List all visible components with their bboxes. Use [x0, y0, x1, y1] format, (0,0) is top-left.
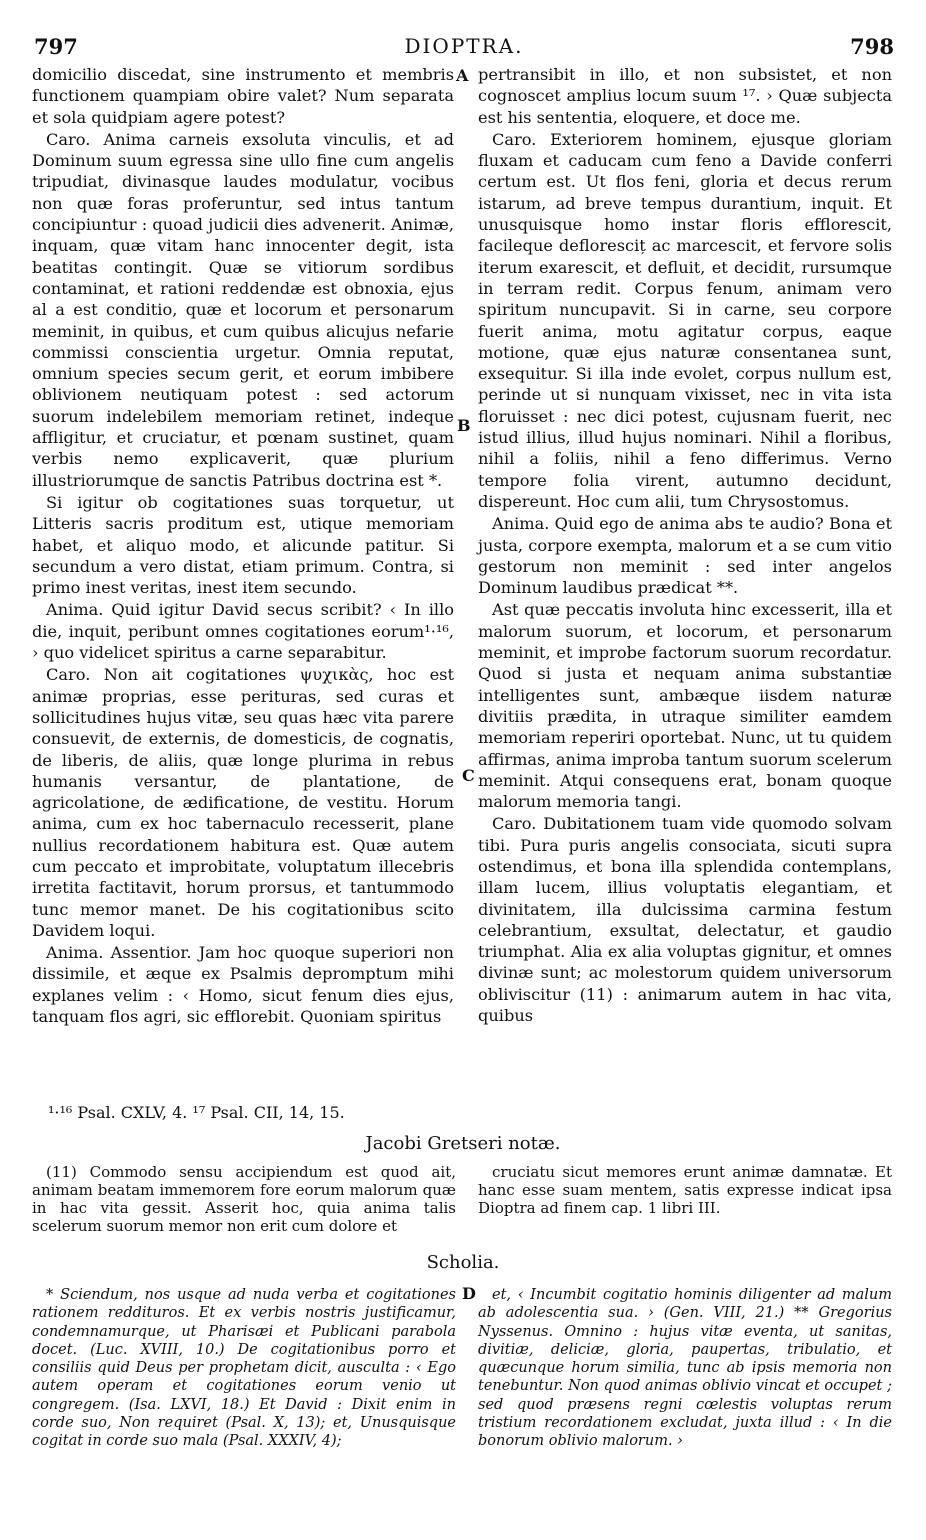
- paragraph: Caro. Anima carneis exsoluta vinculis, et ad Dominum suum egressa sine ullo fine cum angelis tripudiat, divinasque laudes modulatur, vocibus non quæ foras proferuntur, sed intus tantum concipiuntur : quoad judicii dies advenerit. Animæ, inquam, quæ vitam hanc innocenter degit, ista beatitas contingit. Quæ se vitiorum sordibus contaminat, et rationi reddendæ est obnoxia, ejus al a est conditio, quæ et locorum et personarum meminit, in quibus, et cum quibus alicujus nefarie commissi conscientia urgetur. Omnia reputat, omnium species secum gerit, et eorum imbibere oblivionem neutiquam potest : sed actorum suorum indelebilem memoriam retinet, indeque affligitur, et cruciatur, et pœnam sustinet, quam verbis nemo explicaverit, quæ plurium illustriorumque de sanctis Patribus doctrina est *.: [32, 129, 454, 490]
- margin-letter-a: A: [456, 66, 469, 85]
- scholia-left: [32, 1286, 456, 1451]
- paragraph: Caro. Non ait cogitationes ψυχικὰς, hoc est animæ proprias, esse perituras, sed curas et sollicitudines hujus vitæ, seu quas hæc vita parere consuevit, de externis, de domesticis, de cognatis, de liberis, de aliis, quæ longe plurima in rebus humanis versantur, de plantatione, de agricolatione, de ædificatione, de vestitu. Horum anima, cum ex hoc tabernaculo recesserit, plane nullius recordationem habitura est. Quæ autem cum peccato et improbitate, voluptatum illecebris irretita factitavit, horum prorsus, et tantummodo tunc memor manet. De his cogitationibus scito Davidem loqui.: [32, 665, 454, 940]
- paragraph: Anima. Quid ego de anima abs te audio? Bona et justa, corpore exempta, malorum et a se cum vitio gestorum non meminit : sed inter angelos Dominum laudibus prædicat **.: [478, 514, 892, 598]
- notes-title: Jacobi Gretseri notæ.: [365, 1133, 561, 1154]
- paragraph: Caro. Dubitationem tuam vide quomodo solvam tibi. Pura puris angelis consociata, sicuti supra ostendimus, et bona illa splendida contemplans, illam lucem, illius voluptatis elegantiam, et divinitatem, illa dulcissima carmina festum celebrantium, exsultat, delectatur, et gaudio triumphat. Alia ex alia voluptas gignitur, et omnes divinæ sunt; ac molestorum quidem universorum obliviscitur (11) : animarum autem in hac vita, quibus: [478, 814, 892, 1026]
- notes-left: [32, 1163, 456, 1235]
- scholion-text: et, ‹ Incumbit cogitatio hominis diligenter ad malum ab adolescentia sua. › (Gen. VIII, 21.) ** Gregorius Nyssenus. Omnino : hujus vitæ eventa, ut sanitas, divitiæ, deliciæ, gloria, paupertas, tribulatio, et quæcunque horum similia, tunc ab ipsis memoria non tenebuntur. Non quod animas oblivio vincat et occupet ; sed quod præsens regni cœlestis voluptas rerum tristium recordationem excludat, juxta illud : ‹ In die bonorum oblivio malorum. ›: [478, 1287, 892, 1450]
- page-number-right: 798: [850, 34, 894, 59]
- paragraph: pertransibit in illo, et non subsistet, et non cognoscet amplius locum suum ¹⁷. › Quæ subjecta est his sententia, eloquere, et doce me.: [478, 65, 892, 127]
- paragraph: Caro. Exteriorem hominem, ejusque gloriam fluxam et caducam cum feno a Davide conferri certum est. Ut flos feni, gloria et decus rerum istarum, ad breve tempus durantium, inquit. Et unusquisque homo instar floris efflorescit, facileque defloresciț ac marcescit, et fervore solis iterum exarescit, et defluit, et decidit, rursumque in terram redit. Corpus fenum, animam vero spiritum nuncupavit. Si in carne, seu corpore fuerit anima, motu agitatur corpus, eaque motione, quæ ejus naturæ consentanea sunt, exsequitur. Si illa inde evolet, corpus nullum est, perinde ut si nunquam vixisset, nec in vita ista floruisset : nec dici potest, cujusnam fuerit, nec istud illius, illud hujus nominari. Nihil a floribus, nihil a foliis, nihil a feno differimus. Verno tempore folia virent, autumno decidunt, dispereunt. Hoc cum alii, tum Chrysostomus.: [478, 129, 892, 511]
- running-title: DIOPTRA.: [404, 34, 524, 58]
- paragraph: Anima. Assentior. Jam hoc quoque superiori non dissimile, et æque ex Psalmis depromptum mihi explanes velim : ‹ Homo, sicut fenum dies ejus, tanquam flos agri, sic efflorebit. Quoniam spiritus: [32, 943, 454, 1027]
- right-column: [478, 64, 892, 1026]
- margin-letter-d: D: [462, 1284, 476, 1303]
- paragraph: Ast quæ peccatis involuta hinc excesserit, illa et malorum suorum, et locorum, et personarum meminit, et improbe factorum suorum recordatur. Quod si justa et nequam anima substantiæ intelligentes sunt, ambæque iisdem naturæ divitiis prædita, in utraque similiter eamdem memoriam reperiri oportebat. Nunc, ut tu quidem affirmas, anima improba tantum suorum scelerum meminit. Atqui consequens erat, bonam quoque malorum memoria tangi.: [478, 600, 892, 812]
- note-text: (11) Commodo sensu accipiendum est quod ait, animam beatam immemorem fore eorum malorum quæ in hac vita gessit. Asserit hoc, quia anima talis scelerum suorum memor non erit cum dolore et: [32, 1163, 456, 1235]
- scholia-right: [478, 1286, 892, 1451]
- scholia-title: Scholia.: [426, 1252, 500, 1273]
- left-column: [32, 64, 454, 1027]
- margin-letter-b: B: [457, 416, 471, 435]
- note-text: cruciatu sicut memores erunt animæ damnatæ. Et hanc esse suam mentem, satis expresse indicat ipsa Dioptra ad finem cap. 1 libri III.: [478, 1163, 892, 1217]
- scholion-text: * Sciendum, nos usque ad nuda verba et cogitationes rationem reddituros. Et ex verbis nostris justificamur, condemnamurque, ut Pharisæi et Publicani parabola docet. (Luc. XVIII, 10.) De cogitationibus porro et consiliis quid Deus per prophetam dicit, ausculta : ‹ Ego autem operam et cogitationes eorum venio ut congregem. (Isa. LXVI, 18.) Et David : Dixit enim in corde suo, Non requiret (Psal. X, 13); et, Unusquisque cogitat in corde suo mala (Psal. XXXIV, 4);: [32, 1287, 456, 1450]
- paragraph: Anima. Quid igitur David secus scribit? ‹ In illo die, inquit, peribunt omnes cogitationes eorum¹·¹⁶, › quo videlicet spiritus a carne separabitur.: [32, 600, 454, 663]
- page-header: [34, 34, 894, 60]
- notes-right: [478, 1163, 892, 1217]
- paragraph: domicilio discedat, sine instrumento et membris functionem quampiam obire valet? Num separata et sola quidpiam agere potest?: [32, 65, 454, 127]
- margin-letter-c: C: [462, 766, 475, 785]
- paragraph: Si igitur ob cogitationes suas torquetur, ut Litteris sacris proditum est, utique memoriam habet, et aliquo modo, et alicunde patitur. Si secundum a vero distat, etiam primum. Contra, si primo inest veritas, inest item secundo.: [32, 492, 454, 598]
- page-number-left: 797: [34, 34, 78, 59]
- footnote-references: ¹·¹⁶ Psal. CXLV, 4. ¹⁷ Psal. CII, 14, 15.: [48, 1103, 345, 1122]
